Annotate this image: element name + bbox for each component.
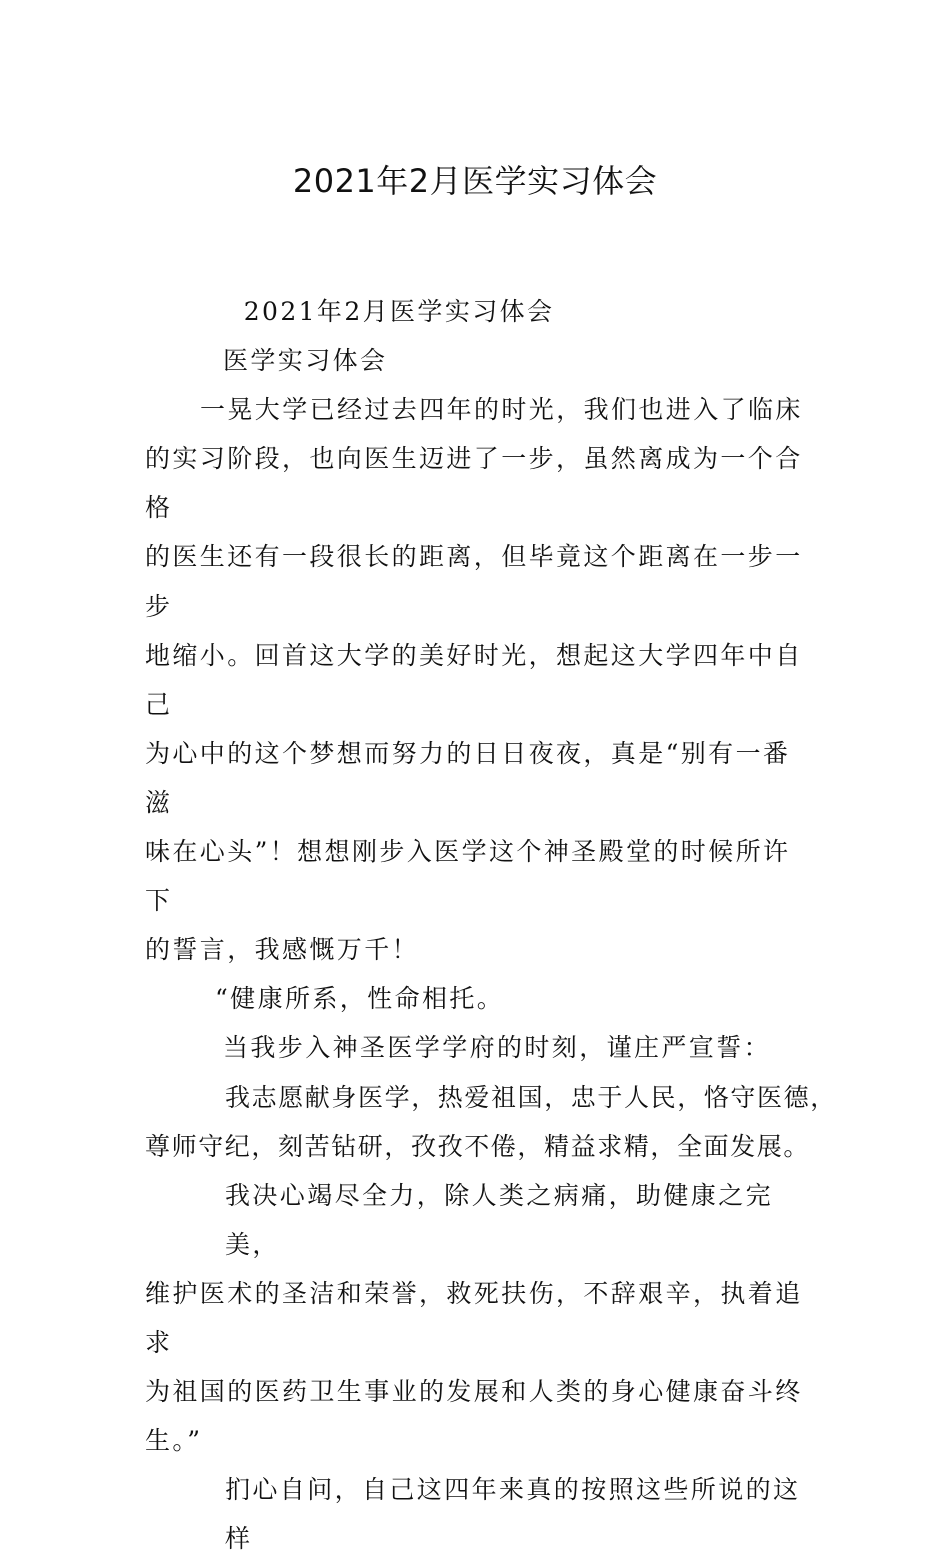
body-line: 医学实习体会 <box>223 346 388 376</box>
body-line: “健康所系，性命相托。 <box>215 984 505 1014</box>
body-line: 地缩小。回首这大学的美好时光，想起这大学四年中自己 <box>145 640 803 719</box>
document-title: 2021年2月医学实习体会 <box>292 162 658 200</box>
body-line: 的医生还有一段很长的距离，但毕竟这个距离在一步一步 <box>145 542 803 621</box>
body-line: 为心中的这个梦想而努力的日日夜夜，真是“别有一番滋 <box>145 738 791 817</box>
body-line: 我志愿献身医学，热爱祖国，忠于人民，恪守医德， <box>225 1082 837 1112</box>
body-line: 扪心自问，自己这四年来真的按照这些所说的这样 <box>225 1475 801 1554</box>
document-body <box>145 287 837 1563</box>
body-line: 味在心头”！想想刚步入医学这个神圣殿堂的时候所许下 <box>145 837 791 916</box>
body-line: 2021年2月医学实习体会 <box>223 297 555 326</box>
body-line: 一晃大学已经过去四年的时光，我们也进入了临床 <box>200 395 803 425</box>
body-line: 的誓言，我感慨万千！ <box>145 935 420 965</box>
body-line: 生。” <box>145 1426 203 1456</box>
body-line: 当我步入神圣医学学府的时刻，谨庄严宣誓： <box>223 1033 772 1063</box>
body-line: 尊师守纪，刻苦钻研，孜孜不倦，精益求精，全面发展。 <box>145 1131 811 1161</box>
body-line: 我决心竭尽全力，除人类之病痛，助健康之完美， <box>225 1180 774 1259</box>
body-line: 的实习阶段，也向医生迈进了一步，虽然离成为一个合格 <box>145 444 803 523</box>
body-line: 维护医术的圣洁和荣誉，救死扶伤，不辞艰辛，执着追求 <box>145 1278 803 1357</box>
body-line: 为祖国的医药卫生事业的发展和人类的身心健康奋斗终 <box>145 1377 803 1407</box>
